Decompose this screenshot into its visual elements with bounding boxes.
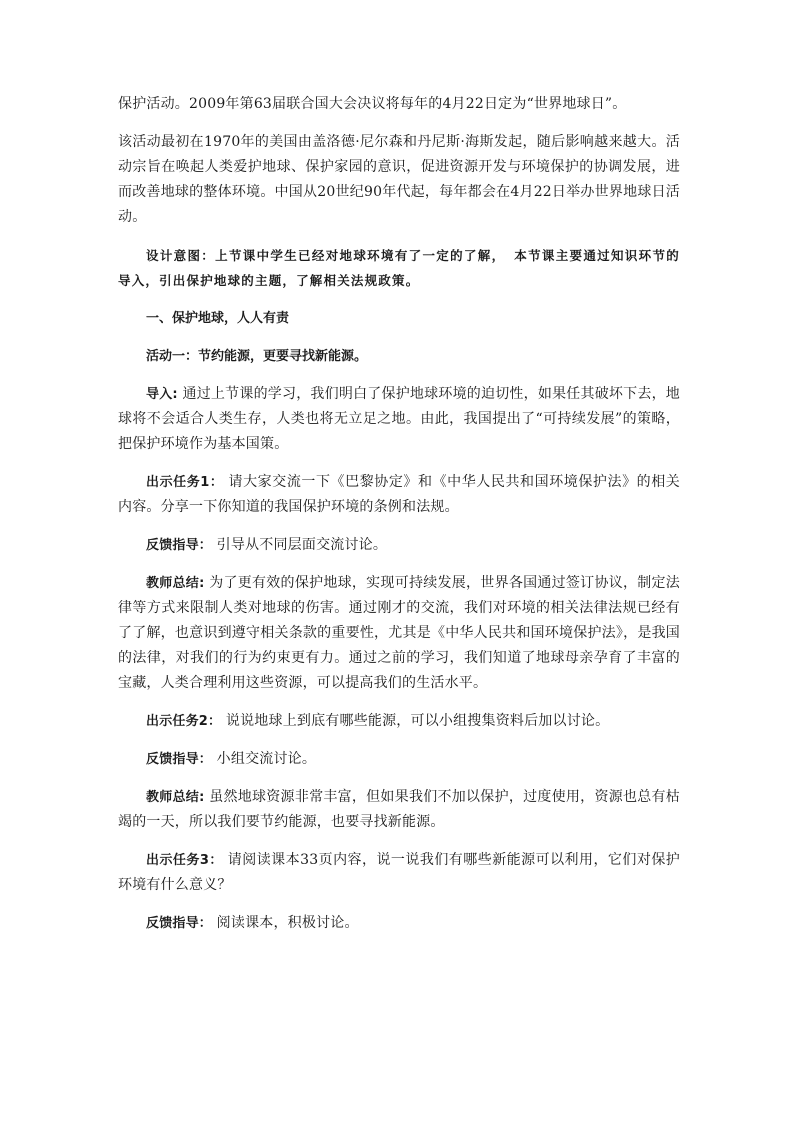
task2-text: 说说地球上到底有哪些能源，可以小组搜集资料后加以讨论。 [225, 713, 610, 729]
paragraph-earth-day-history [118, 130, 680, 230]
task3-label: 出示任务3： [146, 853, 223, 868]
summary2-text: 虽然地球资源非常丰富，但如果我们不加以保护，过度使用，资源也总有枯竭的一天，所以我们要节约能源，也要寻找新能源。 [118, 789, 680, 830]
document-page [118, 92, 680, 949]
activity-heading-text: 活动一：节约能源，更要寻找新能源。 [146, 349, 368, 364]
feedback2-label: 反馈指导： [146, 752, 213, 767]
task1-text: 请大家交流一下《巴黎协定》和《中华人民共和国环境保护法》的相关内容。分享一下你知道的我国保护环境的条例和法规。 [118, 474, 680, 515]
task3-text: 请阅读课本33页内容，说一说我们有哪些新能源可以利用，它们对保护环境有什么意义？ [118, 852, 681, 893]
design-intent-text: 设计意图：上节课中学生已经对地球环境有了一定的了解， 本节课主要通过知识环节的导入，引出保护地球的主题，了解相关法规政策。 [118, 248, 680, 288]
feedback3-label: 反馈指导： [146, 916, 213, 931]
feedback1-paragraph [118, 533, 680, 558]
intro-text: 通过上节课的学习，我们明白了保护地球环境的迫切性，如果任其破坏下去，地球将不会适合人类生存，人类也将无立足之地。由此，我国提出了“可持续发展”的策略，把保护环境作为基本国策。 [118, 386, 680, 452]
design-intent [118, 243, 680, 293]
task1-paragraph [118, 470, 680, 520]
summary1-label: 教师总结: [146, 576, 205, 591]
feedback3-text: 阅读课本，积极讨论。 [216, 915, 359, 931]
feedback1-text: 引导从不同层面交流讨论。 [216, 537, 388, 553]
paragraph-text: 该活动最初在1970年的美国由盖洛德·尼尔森和丹尼斯·海斯发起，随后影响越来越大。活动宗旨在唤起人类爱护地球、保护家园的意识，促进资源开发与环境保护的协调发展，进而改善地球的整体环境。中国从20世纪90年代起，每年都会在4月22日举办世界地球日活动。 [118, 134, 680, 225]
feedback2-text: 小组交流讨论。 [216, 751, 317, 767]
intro-paragraph [118, 382, 680, 457]
task2-label: 出示任务2： [146, 714, 222, 729]
activity-heading [118, 344, 680, 369]
feedback2-paragraph [118, 747, 680, 772]
task1-label: 出示任务1： [146, 475, 224, 490]
task2-paragraph [118, 709, 680, 734]
summary2-paragraph [118, 785, 680, 835]
paragraph-earth-day-intro [118, 92, 680, 117]
intro-label: 导入: [146, 387, 178, 402]
feedback3-paragraph [118, 911, 680, 936]
summary1-paragraph [118, 571, 680, 696]
section-heading-text: 一、保护地球，人人有责 [146, 311, 290, 326]
paragraph-text: 保护活动。2009年第63届联合国大会决议将每年的4月22日定为“世界地球日”。 [118, 96, 627, 112]
section-heading [118, 306, 680, 331]
task3-paragraph [118, 848, 680, 898]
feedback1-label: 反馈指导： [146, 538, 213, 553]
summary2-label: 教师总结: [146, 790, 205, 805]
summary1-text: 为了更有效的保护地球，实现可持续发展，世界各国通过签订协议，制定法律等方式来限制人类对地球的伤害。通过刚才的交流，我们对环境的相关法律法规已经有了了解，也意识到遵守相关条款的重要性，尤其是《中华人民共和国环境保护法》，是我国的法律，对我们的行为约束更有力。通过之前的学习，我们知道了地球母亲孕育了丰富的宝藏，人类合理利用这些资源，可以提高我们的生活水平。 [118, 575, 680, 691]
